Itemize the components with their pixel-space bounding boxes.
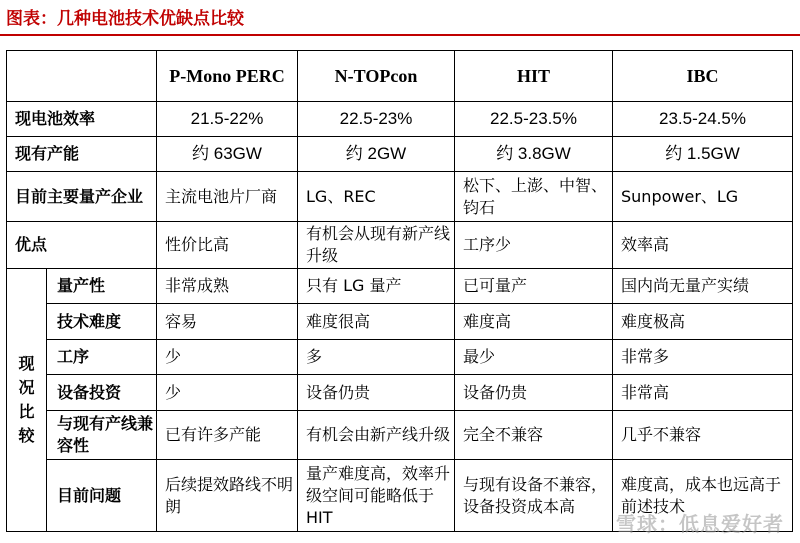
table-cell: 有机会由新产线升级: [298, 411, 455, 460]
comparison-table: [6, 50, 793, 532]
page-title: 图表：几种电池技术优缺点比较: [6, 9, 244, 29]
header-perc: P-Mono PERC: [157, 51, 298, 102]
table-cell: 有机会从现有新产线升级: [298, 222, 455, 269]
table-cell: 约 1.5GW: [613, 137, 793, 172]
row-label: 设备投资: [47, 375, 157, 411]
table-cell: 21.5-22%: [157, 102, 298, 137]
row-label: 目前问题: [47, 460, 157, 532]
group-label: [7, 269, 47, 532]
table-cell: 松下、上澎、中智、钧石: [455, 172, 613, 222]
table-cell: 量产难度高，效率升级空间可能略低于 HIT: [298, 460, 455, 532]
row-label: 现有产能: [7, 137, 157, 172]
table-cell: 非常成熟: [157, 269, 298, 304]
table-cell: 多: [298, 340, 455, 375]
table-cell: 效率高: [613, 222, 793, 269]
table-cell: 22.5-23%: [298, 102, 455, 137]
table-cell: 已有许多产能: [157, 411, 298, 460]
table-row: [7, 102, 793, 137]
table-cell: 22.5-23.5%: [455, 102, 613, 137]
table-cell: 设备仍贵: [455, 375, 613, 411]
group-label-text: 现况比较: [18, 354, 35, 445]
table-cell: 主流电池片厂商: [157, 172, 298, 222]
table-cell: 工序少: [455, 222, 613, 269]
row-label: 技术难度: [47, 304, 157, 340]
table-cell: 少: [157, 340, 298, 375]
row-label: 现电池效率: [7, 102, 157, 137]
table-cell: 约 2GW: [298, 137, 455, 172]
row-label: 工序: [47, 340, 157, 375]
table-cell: 几乎不兼容: [613, 411, 793, 460]
table-cell: 难度高: [455, 304, 613, 340]
table-cell: 约 63GW: [157, 137, 298, 172]
table-cell: 非常高: [613, 375, 793, 411]
header-hit: HIT: [455, 51, 613, 102]
title-divider: [0, 34, 800, 36]
table-row: [7, 304, 793, 340]
table-cell: 已可量产: [455, 269, 613, 304]
table-cell: 少: [157, 375, 298, 411]
table-cell: Sunpower、LG: [613, 172, 793, 222]
header-row: [7, 51, 793, 102]
table-cell: 完全不兼容: [455, 411, 613, 460]
table-cell: 与现有设备不兼容，设备投资成本高: [455, 460, 613, 532]
table-cell: 国内尚无量产实绩: [613, 269, 793, 304]
table-cell: 只有 LG 量产: [298, 269, 455, 304]
header-ibc: IBC: [613, 51, 793, 102]
table-cell: 设备仍贵: [298, 375, 455, 411]
table-row: [7, 172, 793, 222]
watermark: 雪球：低息爱好者: [616, 512, 784, 536]
table-cell: 后续提效路线不明朗: [157, 460, 298, 532]
header-topcon: N-TOPcon: [298, 51, 455, 102]
table-row: [7, 375, 793, 411]
table-row: [7, 340, 793, 375]
table-row: [7, 137, 793, 172]
table-cell: 难度高，成本也远高于前述技术: [613, 460, 793, 532]
table-cell: 23.5-24.5%: [613, 102, 793, 137]
row-label: 目前主要量产企业: [7, 172, 157, 222]
table-cell: 难度很高: [298, 304, 455, 340]
table-cell: 性价比高: [157, 222, 298, 269]
row-label: 优点: [7, 222, 157, 269]
table-cell: 难度极高: [613, 304, 793, 340]
table-cell: 最少: [455, 340, 613, 375]
row-label: 与现有产线兼容性: [47, 411, 157, 460]
table-cell: 容易: [157, 304, 298, 340]
table-row: [7, 222, 793, 269]
table-cell: LG、REC: [298, 172, 455, 222]
row-label: 量产性: [47, 269, 157, 304]
header-corner: [7, 51, 157, 102]
table-cell: 非常多: [613, 340, 793, 375]
table-row: [7, 269, 793, 304]
table-cell: 约 3.8GW: [455, 137, 613, 172]
table-row: [7, 411, 793, 460]
